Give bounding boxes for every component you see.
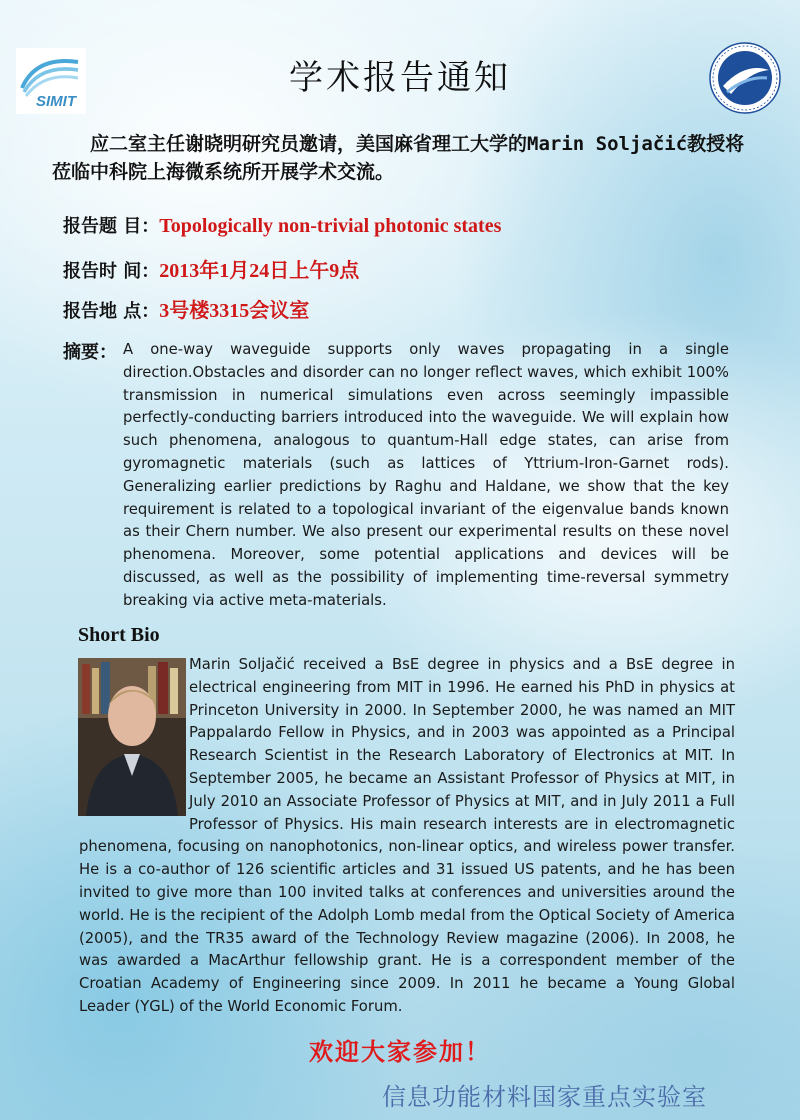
place-label: 报告地 点： <box>63 301 160 322</box>
time-label: 报告时 间： <box>63 261 160 282</box>
bio-text-block <box>79 654 735 1019</box>
bio-heading: Short Bio <box>78 624 160 646</box>
welcome-message: 欢迎大家参加！ <box>309 1038 491 1066</box>
place-row <box>63 294 309 323</box>
simit-logo-text: SIMIT <box>36 93 76 110</box>
intro-paragraph: 应二室主任谢晓明研究员邀请，美国麻省理工大学的Marin Soljačić教授将莅临中科院上海微系统所开展学术交流。 <box>52 133 745 183</box>
topic-value: Topologically non-trivial photonic states <box>159 215 502 237</box>
topic-label: 报告题 目： <box>63 216 160 237</box>
time-row <box>63 254 359 283</box>
bio-text: Marin Soljačić received a BsE degree in physics and a BsE degree in electrical engineering from MIT in 1996. He earned his PhD in physics at Princeton University in 2000. In September 2000, he was named an MIT Pappalardo Fellow in Physics, and in 2003 was appointed as a Principal Research Scientist in the Research Laboratory of Electronics at MIT. In September 2005, he became an Assistant Professor of Physics at MIT, in July 2010 an Associate Professor of Physics at MIT, and in July 2011 a Full Professor of Physics. His main research interests are in electromagnetic phenomena, focusing on nanophotonics, non-linear optics, and wireless power transfer. He is a co-author of 126 scientific articles and 31 issued US patents, and he has been invited to give more than 100 invited talks at conferences and universities around the world. He is the recipient of the Adolph Lomb medal from the Optical Society of America (2005), and the TR35 award of the Technology Review magazine (2006). In 2008, he was awarded a MacArthur fellowship grant. He is a correspondent member of the Croatian Academy of Engineering since 2009. In 2011 he became a Young Global Leader (YGL) of the World Economic Forum. <box>79 656 735 1015</box>
abstract-text: A one-way waveguide supports only waves propagating in a single direction.Obstacles and disorder can no longer reflect waves, which exhibit 100% transmission in numerical simulations even across seemingly impassible perfectly-conducting barriers introduced into the waveguide. We will explain how such phenomena, analogous to quantum-Hall edge states, can arise from gyromagnetic materials (such as lattices of Yttrium-Iron-Garnet rods). Generalizing earlier predictions by Raghu and Haldane, we show that the key requirement is related to a topological invariant of the eigenvalue bands known as their Chern number. We also present our experimental results on these novel phenomena. Moreover, some potential applications and devices will be discussed, as well as the possibility of implementing time-reversal symmetry breaking via active meta-materials. <box>123 341 729 609</box>
topic-row <box>63 212 501 238</box>
abstract-label: 摘要： <box>63 342 117 363</box>
time-value: 2013年1月24日上午9点 <box>159 260 360 282</box>
page-title: 学术报告通知 <box>289 58 511 98</box>
photo-wrap-spacer <box>79 654 189 814</box>
lab-name: 信息功能材料国家重点实验室 <box>382 1083 707 1111</box>
place-value: 3号楼3315会议室 <box>159 300 310 322</box>
